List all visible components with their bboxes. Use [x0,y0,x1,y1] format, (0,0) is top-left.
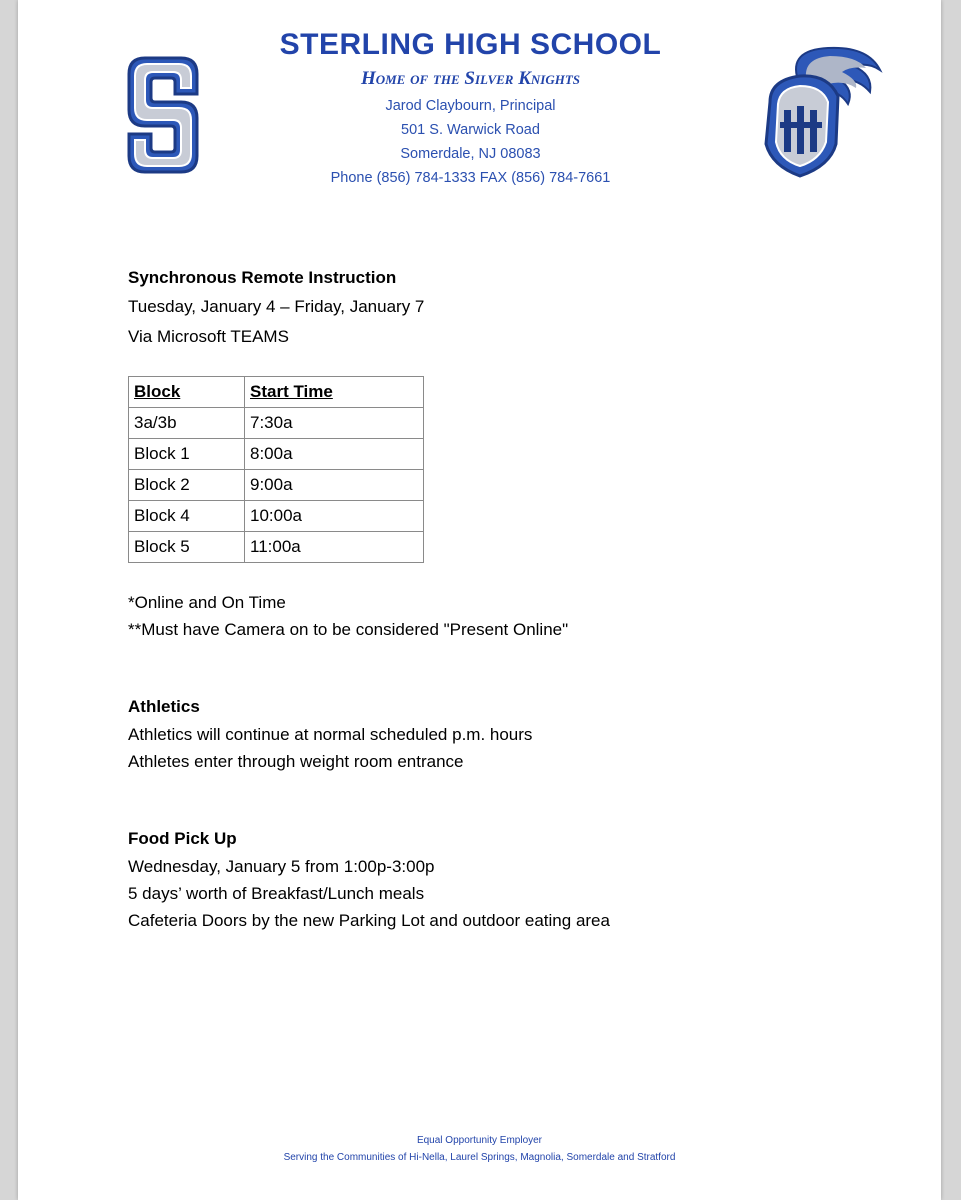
table-row [129,408,424,439]
letterhead [218,26,723,190]
instruction-title: Synchronous Remote Instruction [128,268,397,287]
school-name: STERLING HIGH SCHOOL [279,28,662,61]
knight-helmet-icon [758,40,883,182]
athletics-line-1: Athletics will continue at normal scheduled p.m. hours [128,725,533,744]
start-time-cell: 8:00a [245,439,424,470]
start-time-cell: 11:00a [245,532,424,563]
block-cell: Block 4 [129,501,245,532]
food-pickup-line-3: Cafeteria Doors by the new Parking Lot and outdoor eating area [128,911,610,930]
athletics-title: Athletics [128,697,200,716]
athletics-line-2: Athletes enter through weight room entrance [128,752,464,771]
table-row [129,532,424,563]
block-cell: Block 2 [129,470,245,501]
start-time-cell: 9:00a [245,470,424,501]
column-header-start-time: Start Time [245,377,424,408]
table-header-row [129,377,424,408]
food-pickup-line-2: 5 days’ worth of Breakfast/Lunch meals [128,884,425,903]
document-page [18,0,941,1200]
table-row [129,439,424,470]
column-header-block: Block [129,377,245,408]
block-cell: Block 5 [129,532,245,563]
footer-communities: Serving the Communities of Hi-Nella, Laurel Springs, Magnolia, Somerdale and Stratford [283,1152,676,1163]
food-pickup-title: Food Pick Up [128,829,237,848]
school-tagline: Home of the Silver Knights [360,68,581,89]
instruction-dates: Tuesday, January 4 – Friday, January 7 [128,297,425,316]
notice-content [128,264,908,934]
food-pickup-line-1: Wednesday, January 5 from 1:00p-3:00p [128,857,435,876]
letterhead-footer [18,1132,941,1166]
address-line-1: 501 S. Warwick Road [401,122,540,138]
note-camera-on: **Must have Camera on to be considered "Present Online" [128,620,569,639]
block-cell: Block 1 [129,439,245,470]
principal-name: Jarod Claybourn, Principal [385,98,556,114]
start-time-cell: 7:30a [245,408,424,439]
address-line-2: Somerdale, NJ 08083 [400,146,541,162]
footer-eoe: Equal Opportunity Employer [416,1135,543,1146]
table-row [129,470,424,501]
phone-fax: Phone (856) 784-1333 FAX (856) 784-7661 [330,170,611,186]
table-row [129,501,424,532]
start-time-cell: 10:00a [245,501,424,532]
note-online-on-time: *Online and On Time [128,593,286,612]
block-cell: 3a/3b [129,408,245,439]
instruction-platform: Via Microsoft TEAMS [128,327,289,346]
block-schedule-table [128,376,424,563]
school-s-logo [123,52,203,178]
